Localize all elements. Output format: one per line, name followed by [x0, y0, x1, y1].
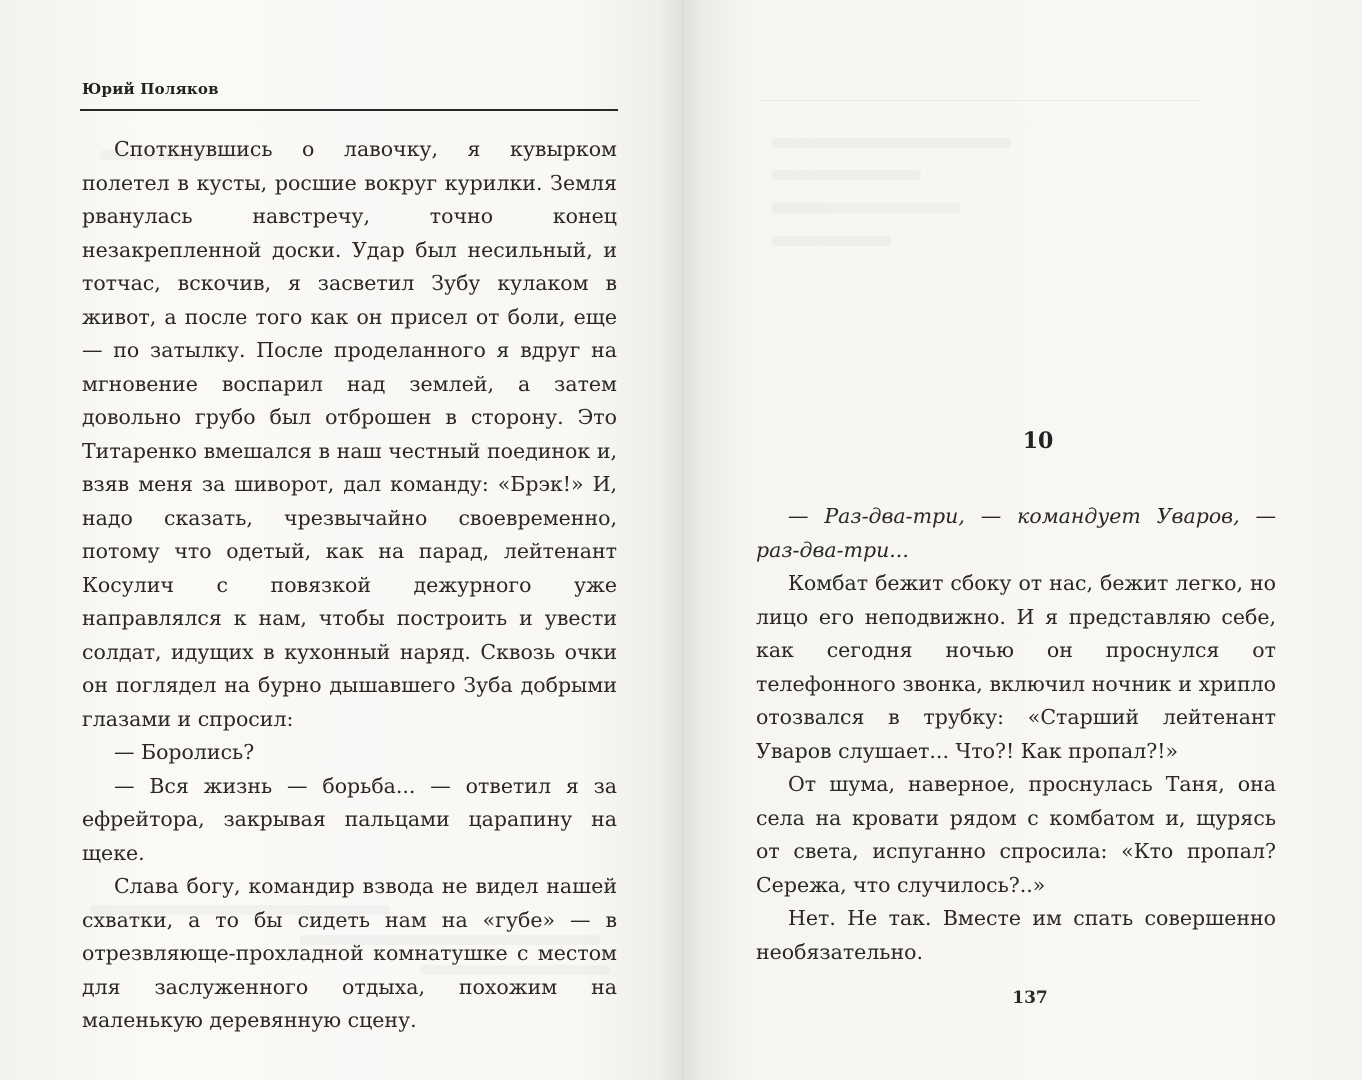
- gutter-shadow: [660, 0, 704, 1080]
- running-head: Юрий Поляков: [82, 80, 219, 98]
- page-number: 137: [1012, 988, 1048, 1008]
- dialogue-line: — Вся жизнь — борьба... — ответил я за ефрейтора, закрывая пальцами царапину на щеке.: [82, 773, 617, 865]
- header-rule: [80, 109, 618, 111]
- right-header-rule: [760, 100, 1200, 101]
- paragraph: Нет. Не так. Вместе им спать совершенно необязательно.: [756, 906, 1276, 964]
- dialogue-line: — Боролись?: [114, 740, 255, 764]
- bleed-through-mark: [771, 236, 891, 246]
- bleed-through-mark: [771, 138, 1011, 148]
- chapter-number: 10: [1022, 428, 1054, 454]
- paragraph: Слава богу, командир взвода не видел нашей схватки, а то бы сидеть нам на «губе» — в отрезвляюще-прохладной комнатушке с местом для заслуженного отдыха, похожим на маленькую деревянную сцену.: [82, 874, 617, 1032]
- bleed-through-mark: [771, 203, 961, 213]
- left-page-body: [82, 133, 617, 1038]
- paragraph: От шума, наверное, проснулась Таня, она села на кровати рядом с комбатом и, щурясь от света, испуганно спросила: «Кто пропал? Сережа, что случилось?..»: [756, 772, 1276, 897]
- paragraph: Комбат бежит сбоку от нас, бежит легко, но лицо его неподвижно. И я представляю себе, как сегодня ночью он проснулся от телефонного звонка, включил ночник и хрипло отозвался в трубку: «Старший лейтенант Уваров слушает... Что?! Как пропал?!»: [756, 571, 1276, 763]
- bleed-through-mark: [771, 170, 921, 180]
- paragraph: Споткнувшись о лавочку, я кувырком полетел в кусты, росшие вокруг курилки. Земля рванулась навстречу, точно конец незакрепленной доски. Удар был несильный, и тотчас, вскочив, я засветил Зубу кулаком в живот, а после того как он присел от боли, еще — по затылку. После проделанного я вдруг на мгновение воспарил над землей, а затем довольно грубо был отброшен в сторону. Это Титаренко вмешался в наш честный поединок и, взяв меня за шиворот, дал команду: «Брэк!» И, надо сказать, чрезвычайно своевременно, потому что одетый, как на парад, лейтенант Косулич с повязкой дежурного уже направлялся к нам, чтобы построить и увести солдат, идущих в кухонный наряд. Сквозь очки он поглядел на бурно дышавшего Зуба добрыми глазами и спросил:: [82, 137, 617, 731]
- italic-dialogue: — Раз-два-три, — командует Уваров, — раз-два-три...: [756, 504, 1276, 562]
- right-page-body: [756, 500, 1276, 969]
